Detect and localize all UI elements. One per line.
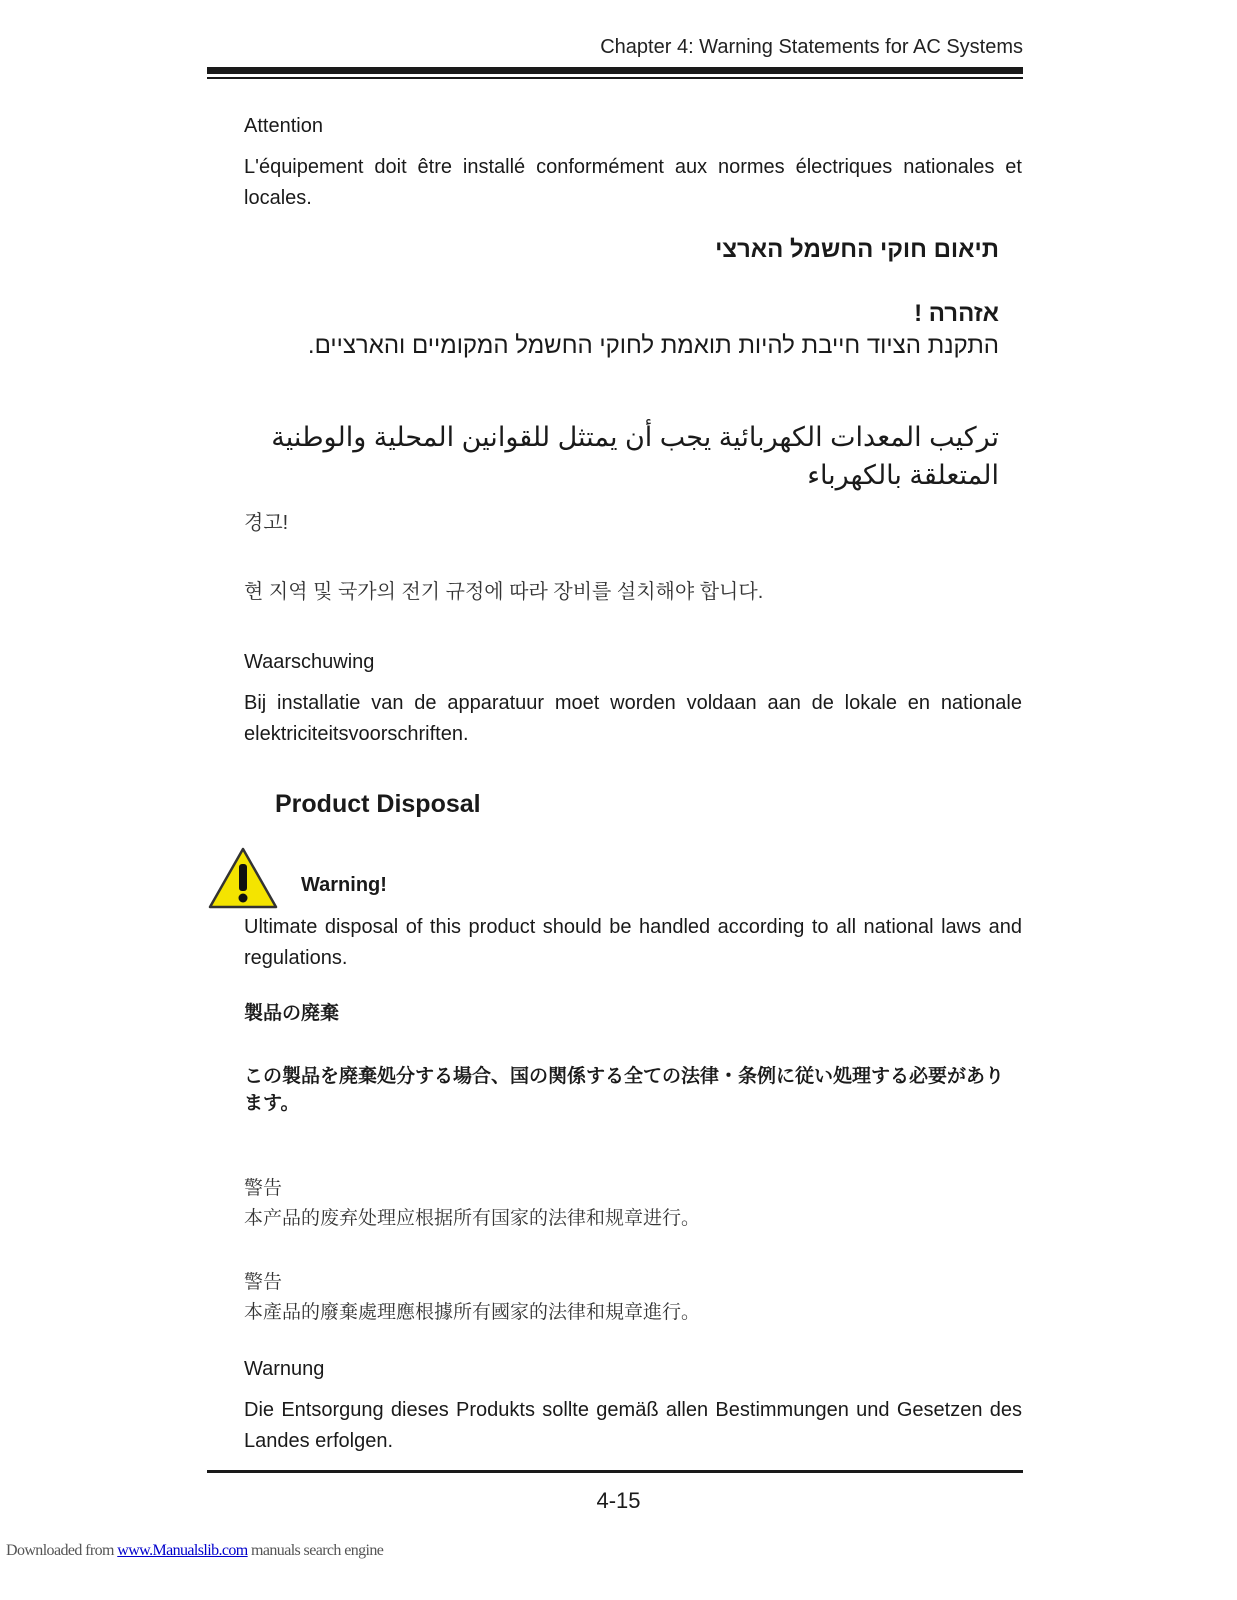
header-rule-thin: [207, 77, 1023, 79]
manualslib-link[interactable]: www.Manualslib.com: [117, 1542, 248, 1559]
footer-prefix: Downloaded from: [6, 1542, 118, 1559]
french-body: L'équipement doit être installé conformément aux normes électriques nationales et locales.: [244, 156, 1022, 209]
warning-triangle-icon: [207, 846, 279, 910]
disposal-english-body: Ultimate disposal of this product should be handled according to all national laws and regulations.: [244, 916, 1022, 969]
dutch-body: Bij installatie van de apparatuur moet worden voldaan aan de lokale en nationale elektriciteitsvoorschriften.: [244, 692, 1022, 745]
korean-body: 현 지역 및 국가의 전기 규정에 따라 장비를 설치해야 합니다.: [244, 581, 764, 603]
chinese-simplified-heading: 警告: [244, 1178, 283, 1199]
chinese-traditional-heading: 警告: [244, 1272, 283, 1293]
german-body: Die Entsorgung dieses Produkts sollte gemäß allen Bestimmungen und Gesetzen des Landes erfolgen.: [244, 1399, 1022, 1452]
section-title: Product Disposal: [275, 790, 481, 818]
chapter-title: Chapter 4: Warning Statements for AC Systems: [600, 36, 1023, 58]
chinese-traditional-body: 本產品的廢棄處理應根據所有國家的法律和規章進行。: [244, 1302, 701, 1323]
chinese-simplified-body: 本产品的废弃处理应根据所有国家的法律和规章进行。: [244, 1208, 701, 1229]
warning-label: Warning!: [301, 874, 387, 896]
dutch-heading: Waarschuwing: [244, 651, 375, 673]
korean-heading: 경고!: [244, 512, 289, 534]
arabic-body: تركيب المعدات الكهربائية يجب أن يمتثل للقوانين المحلية والوطنية المتعلقة بالكهرباء: [271, 422, 999, 490]
header-rule-thick: [207, 67, 1023, 74]
page-number: 4-15: [596, 1488, 641, 1513]
german-heading: Warnung: [244, 1358, 325, 1380]
download-footer: [6, 1542, 383, 1560]
footer-rule: [207, 1470, 1023, 1473]
japanese-body: この製品を廃棄処分する場合、国の関係する全ての法律・条例に従い処理する必要があります。: [244, 1065, 1005, 1114]
footer-suffix: manuals search engine: [247, 1542, 384, 1559]
french-heading: Attention: [244, 115, 323, 137]
hebrew-body: התקנת הציוד חייבת להיות תואמת לחוקי החשמל המקומיים והארציים.: [307, 332, 999, 359]
japanese-heading: 製品の廃棄: [244, 1002, 340, 1024]
hebrew-title: תיאום חוקי החשמל הארצי: [715, 236, 999, 263]
hebrew-warning: אזהרה !: [914, 300, 999, 327]
